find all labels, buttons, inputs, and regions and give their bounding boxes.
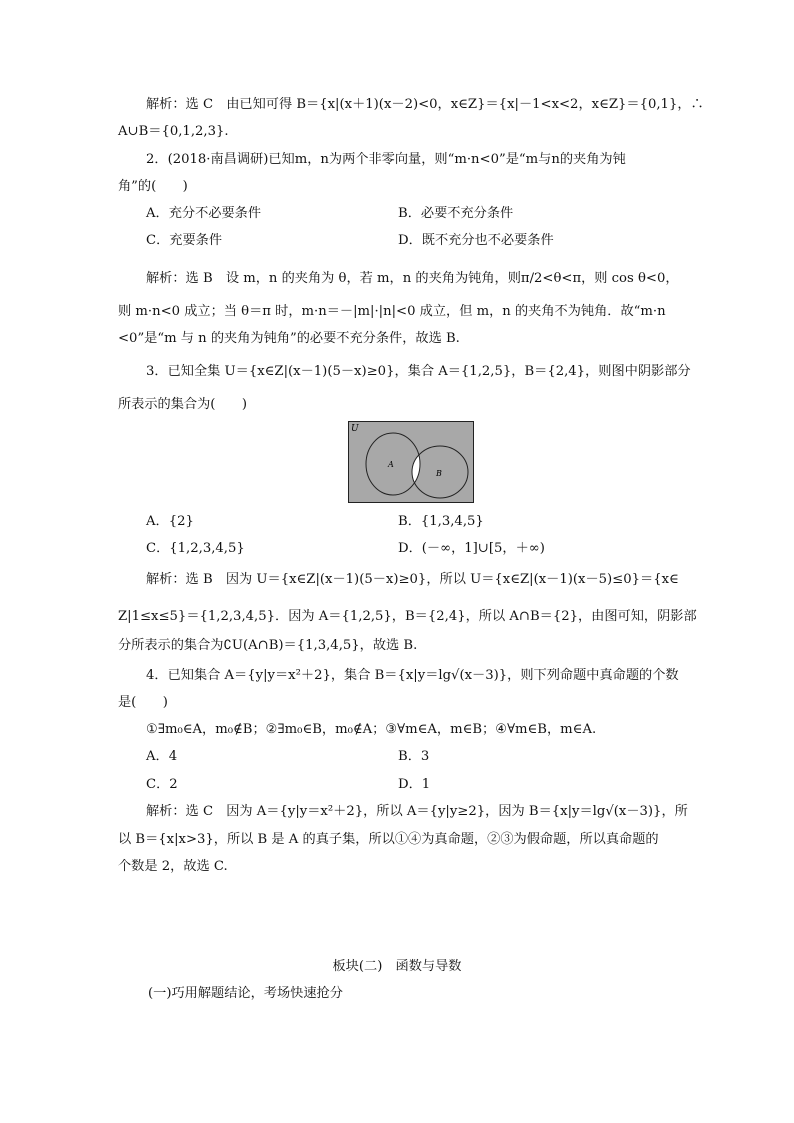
- q2-stem-line-2: 角”的( ): [118, 179, 188, 194]
- q3-option-c: C．{1,2,3,4,5}: [146, 541, 245, 556]
- q2-option-a: A．充分不必要条件: [146, 206, 262, 221]
- q3-analysis-line-2: Z|1≤x≤5}＝{1,2,3,4,5}．因为 A＝{1,2,5}，B＝{2,4}，所以 A∩B＝{2}，由图可知，阴影部: [118, 609, 697, 624]
- section-title: 板块(二) 函数与导数: [332, 959, 462, 974]
- q2-analysis-line-3: <0”是“m 与 n 的夹角为钝角”的必要不充分条件，故选 B.: [118, 331, 460, 346]
- q2-option-b: B．必要不充分条件: [398, 206, 514, 221]
- set-a-label: A: [388, 460, 394, 469]
- q4-stem-line-1: 4．已知集合 A＝{y|y＝x²＋2}，集合 B＝{x|y＝lg√(x－3)}，则下列命题中真命题的个数: [146, 668, 679, 683]
- q2-analysis-line-1: 解析：选 B 设 m，n 的夹角为 θ，若 m，n 的夹角为钝角，则π/2<θ<π，则 cos θ<0，: [146, 271, 679, 286]
- q2-stem-line-1: 2．(2018·南昌调研)已知m，n为两个非零向量，则“m·n<0”是“m与n的夹角为钝: [146, 152, 626, 167]
- q2-option-c: C．充要条件: [146, 233, 223, 248]
- section-subtitle: (一)巧用解题结论，考场快速抢分: [148, 986, 343, 1001]
- q4-option-d: D．1: [398, 777, 431, 792]
- q2-option-d: D．既不充分也不必要条件: [398, 233, 554, 248]
- q4-analysis-line-2: 以 B＝{x|x>3}，所以 B 是 A 的真子集，所以①④为真命题，②③为假命题，所以真命题的: [118, 832, 659, 847]
- set-b-label: B: [436, 469, 442, 478]
- q3-stem-line-1: 3．已知全集 U＝{x∈Z|(x－1)(5－x)≥0}，集合 A＝{1,2,5}，B＝{2,4}，则图中阴影部分: [146, 364, 691, 379]
- q4-propositions: ①∃m₀∈A，m₀∉B；②∃m₀∈B，m₀∉A；③∀m∈A，m∈B；④∀m∈B，m∈A.: [146, 722, 597, 737]
- q3-option-b: B．{1,3,4,5}: [398, 514, 484, 529]
- q3-analysis-line-1: 解析：选 B 因为 U＝{x∈Z|(x－1)(5－x)≥0}，所以 U＝{x∈Z|(x－1)(x－5)≤0}＝{x∈: [146, 572, 679, 587]
- q4-analysis-line-1: 解析：选 C 因为 A＝{y|y＝x²＋2}，所以 A＝{y|y≥2}，因为 B＝{x|y＝lg√(x－3)}，所: [146, 804, 688, 819]
- q3-option-a: A．{2}: [146, 514, 194, 529]
- q4-option-b: B．3: [398, 749, 430, 764]
- q2-analysis-line-2: 则 m·n<0 成立；当 θ＝π 时，m·n＝－|m|·|n|<0 成立，但 m，n 的夹角不为钝角．故“m·n: [118, 304, 666, 319]
- q4-analysis-line-3: 个数是 2，故选 C.: [118, 859, 228, 874]
- q3-analysis-line-3: 分所表示的集合为∁U(A∩B)＝{1,3,4,5}，故选 B.: [118, 638, 418, 653]
- venn-diagram: [348, 421, 474, 503]
- q3-option-d: D．(－∞，1]∪[5，＋∞): [398, 541, 545, 556]
- q4-stem-line-2: 是( ): [118, 695, 168, 710]
- q3-stem-line-2: 所表示的集合为( ): [118, 397, 247, 412]
- universal-set-label: U: [351, 424, 359, 434]
- q1-analysis-line-1: 解析：选 C 由已知可得 B＝{x|(x＋1)(x－2)<0，x∈Z}＝{x|－1<x<2，x∈Z}＝{0,1}，∴: [146, 97, 704, 112]
- q4-option-c: C．2: [146, 777, 178, 792]
- q1-analysis-line-2: A∪B＝{0,1,2,3}.: [118, 124, 229, 139]
- q4-option-a: A．4: [146, 749, 178, 764]
